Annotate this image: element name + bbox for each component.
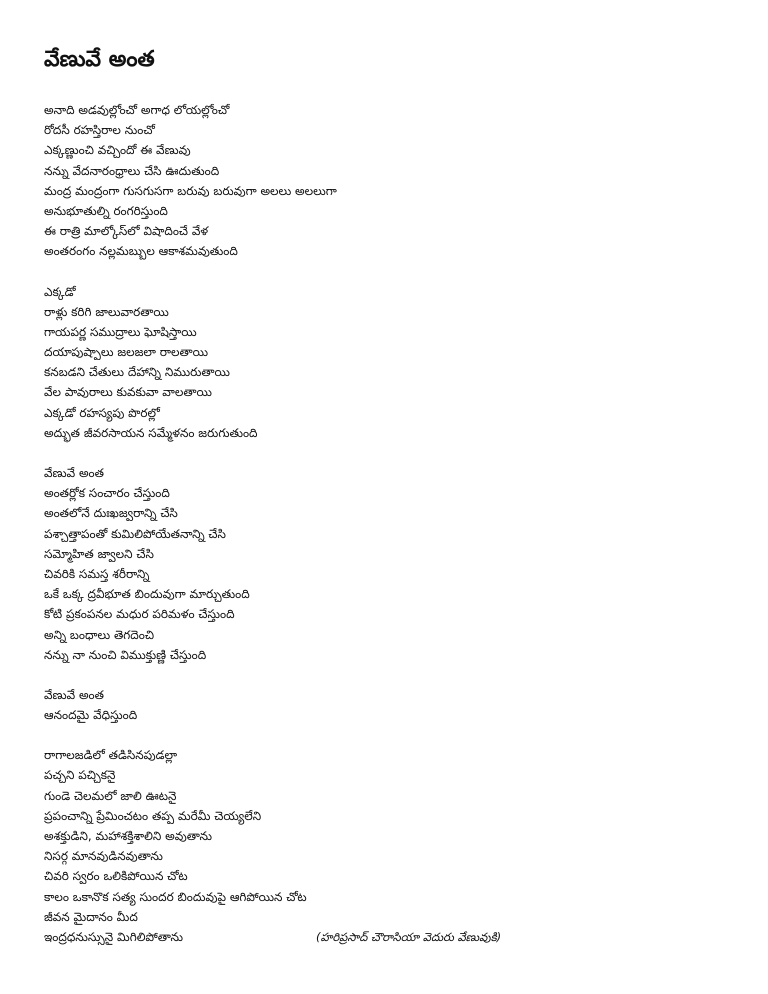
poem-line-text: రాగాలజడిలో తడిసినపుడల్లా bbox=[44, 748, 178, 763]
poem-line bbox=[44, 503, 744, 523]
poem-line-text: రోదసీ రహస్తిరాల నుంచో bbox=[44, 123, 155, 138]
poem-line-text: ఎక్కడో bbox=[44, 284, 76, 299]
poem-line-text: ఎక్కడో రహస్యపు పొరల్లో bbox=[44, 405, 160, 420]
stanza bbox=[44, 100, 744, 262]
poem-body bbox=[44, 100, 744, 967]
poem-line-text: అనుభూతుల్ని రంగరిస్తుంది bbox=[44, 203, 168, 218]
poem-line-text: జీవన మైదానం మీద bbox=[44, 909, 138, 924]
stanza bbox=[44, 745, 744, 947]
poem-line-text: ఇంద్రధనుస్సునై మిగిలిపోతాను bbox=[44, 929, 184, 944]
poem-line-text: వేణువే అంత bbox=[44, 466, 104, 480]
poem-line bbox=[44, 846, 744, 866]
poem-line-text: చివరి స్వరం ఒలికిపోయిన చోట bbox=[44, 869, 188, 884]
poem-line bbox=[44, 765, 744, 785]
poem-line-text: ఈ రాత్రి మాల్కోస్‌లో విషాదించే వేళ bbox=[44, 224, 209, 239]
poem-line bbox=[44, 241, 744, 261]
poem-line bbox=[44, 201, 744, 221]
stanza bbox=[44, 282, 744, 444]
poem-line bbox=[44, 483, 744, 503]
poem-line bbox=[44, 907, 744, 927]
poem-line-text: కోటి ప్రకంపనల మధుర పరిమళం చేస్తుంది bbox=[44, 607, 235, 622]
poem-title: వేణువే అంత bbox=[44, 47, 155, 72]
poem-line bbox=[44, 524, 744, 544]
poem-line bbox=[44, 927, 744, 947]
poem-line-text: నన్ను వేదనారంధ్రాలు చేసి ఊదుతుంది bbox=[44, 163, 220, 178]
poem-line-text: కనబడని చేతులు దేహాన్ని నిమురుతాయి bbox=[44, 365, 230, 380]
poem-line bbox=[44, 342, 744, 362]
poem-line bbox=[44, 302, 744, 322]
poem-line bbox=[44, 382, 744, 402]
poem-line-text: నన్ను నా నుంచి విముక్తుణ్ణి చేస్తుంది bbox=[44, 647, 207, 662]
stanza bbox=[44, 685, 744, 725]
poem-credit: (హరిప్రసాద్ చౌరాసియా వెదురు వేణువుకి) bbox=[316, 929, 502, 944]
poem-line bbox=[44, 584, 744, 604]
poem-line-text: అంతలోనే దుఃఖజ్వరాన్ని చేసి bbox=[44, 506, 178, 521]
poem-line-text: పచ్చని పచ్చికనై bbox=[44, 768, 116, 783]
poem-line bbox=[44, 423, 744, 443]
poem-line-text: ఒకే ఒక్క ద్రవీభూత బిందువుగా మార్చుతుంది bbox=[44, 587, 250, 602]
poem-line bbox=[44, 403, 744, 423]
poem-line bbox=[44, 100, 744, 120]
poem-line bbox=[44, 161, 744, 181]
poem-line bbox=[44, 887, 744, 907]
poem-line bbox=[44, 544, 744, 564]
poem-line-text: ఎక్కణ్ణుంచి వచ్చిందో ఈ వేణువు bbox=[44, 143, 191, 158]
poem-line-text: ప్రపంచాన్ని ప్రేమించటం తప్ప మరేమీ చెయ్యలేని bbox=[44, 808, 262, 823]
poem-line-text: అశక్తుడిని, మహాశక్తిశాలిని అవుతాను bbox=[44, 829, 213, 843]
stanza bbox=[44, 463, 744, 665]
poem-line bbox=[44, 322, 744, 342]
poem-line-text: అనాది అడవుల్లోంచో అగాధ లోయల్లోంచో bbox=[44, 103, 230, 117]
poem-line bbox=[44, 604, 744, 624]
poem-line-text: అన్ని బంధాలు తెగదెంచి bbox=[44, 627, 155, 642]
poem-line bbox=[44, 705, 744, 725]
poem-line bbox=[44, 806, 744, 826]
poem-line-text: అద్భుత జీవరసాయన సమ్మేళనం జరుగుతుంది bbox=[44, 425, 258, 440]
poem-line bbox=[44, 685, 744, 705]
poem-line bbox=[44, 463, 744, 483]
poem-line bbox=[44, 221, 744, 241]
poem-line-text: దయాపుష్పాలు జలజలా రాలతాయి bbox=[44, 345, 209, 360]
poem-line-text: నిసర్గ మానవుడినవుతాను bbox=[44, 849, 163, 864]
poem-line-text: చివరికి సమస్త శరీరాన్ని bbox=[44, 566, 150, 581]
poem-line-text: సమ్మోహిత జ్వాలని చేసి bbox=[44, 546, 154, 561]
poem-line-text: రాళ్లు కరిగి జాలువారతాయి bbox=[44, 304, 169, 319]
poem-line bbox=[44, 745, 744, 765]
poem-line-text: మంద్ర మంద్రంగా గుసగుసగా బరువు బరువుగా అలలు అలలుగా bbox=[44, 183, 337, 198]
poem-line-text: వేల పావురాలు కువకువా వాలతాయి bbox=[44, 385, 212, 400]
poem-line bbox=[44, 826, 744, 846]
poem-line bbox=[44, 786, 744, 806]
poem-line bbox=[44, 645, 744, 665]
poem-line-text: గాయపర్ణ సముద్రాలు ఘోషిస్తాయి bbox=[44, 324, 197, 339]
poem-line-text: అంతరంగం నల్లమబ్బుల ఆకాశమవుతుంది bbox=[44, 244, 238, 259]
poem-line-text: ఆనందమై వేధిస్తుంది bbox=[44, 708, 138, 723]
poem-line bbox=[44, 282, 744, 302]
poem-line bbox=[44, 120, 744, 140]
poem-line-text: అంతర్లోక సంచారం చేస్తుంది bbox=[44, 486, 170, 501]
poem-line bbox=[44, 625, 744, 645]
poem-line-text: గుండె చెలమలో జాలి ఊటనై bbox=[44, 788, 177, 803]
poem-line-text: కాలం ఒకానొక సత్య సుందర బిందువుపై ఆగిపోయిన చోట bbox=[44, 889, 307, 904]
poem-line bbox=[44, 866, 744, 886]
poem-line bbox=[44, 140, 744, 160]
poem-line bbox=[44, 362, 744, 382]
poem-line bbox=[44, 564, 744, 584]
poem-line bbox=[44, 181, 744, 201]
poem-line-text: వేణువే అంత bbox=[44, 687, 104, 702]
poem-line-text: పశ్చాత్తాపంతో కుమిలిపోయేతనాన్ని చేసి bbox=[44, 526, 226, 541]
